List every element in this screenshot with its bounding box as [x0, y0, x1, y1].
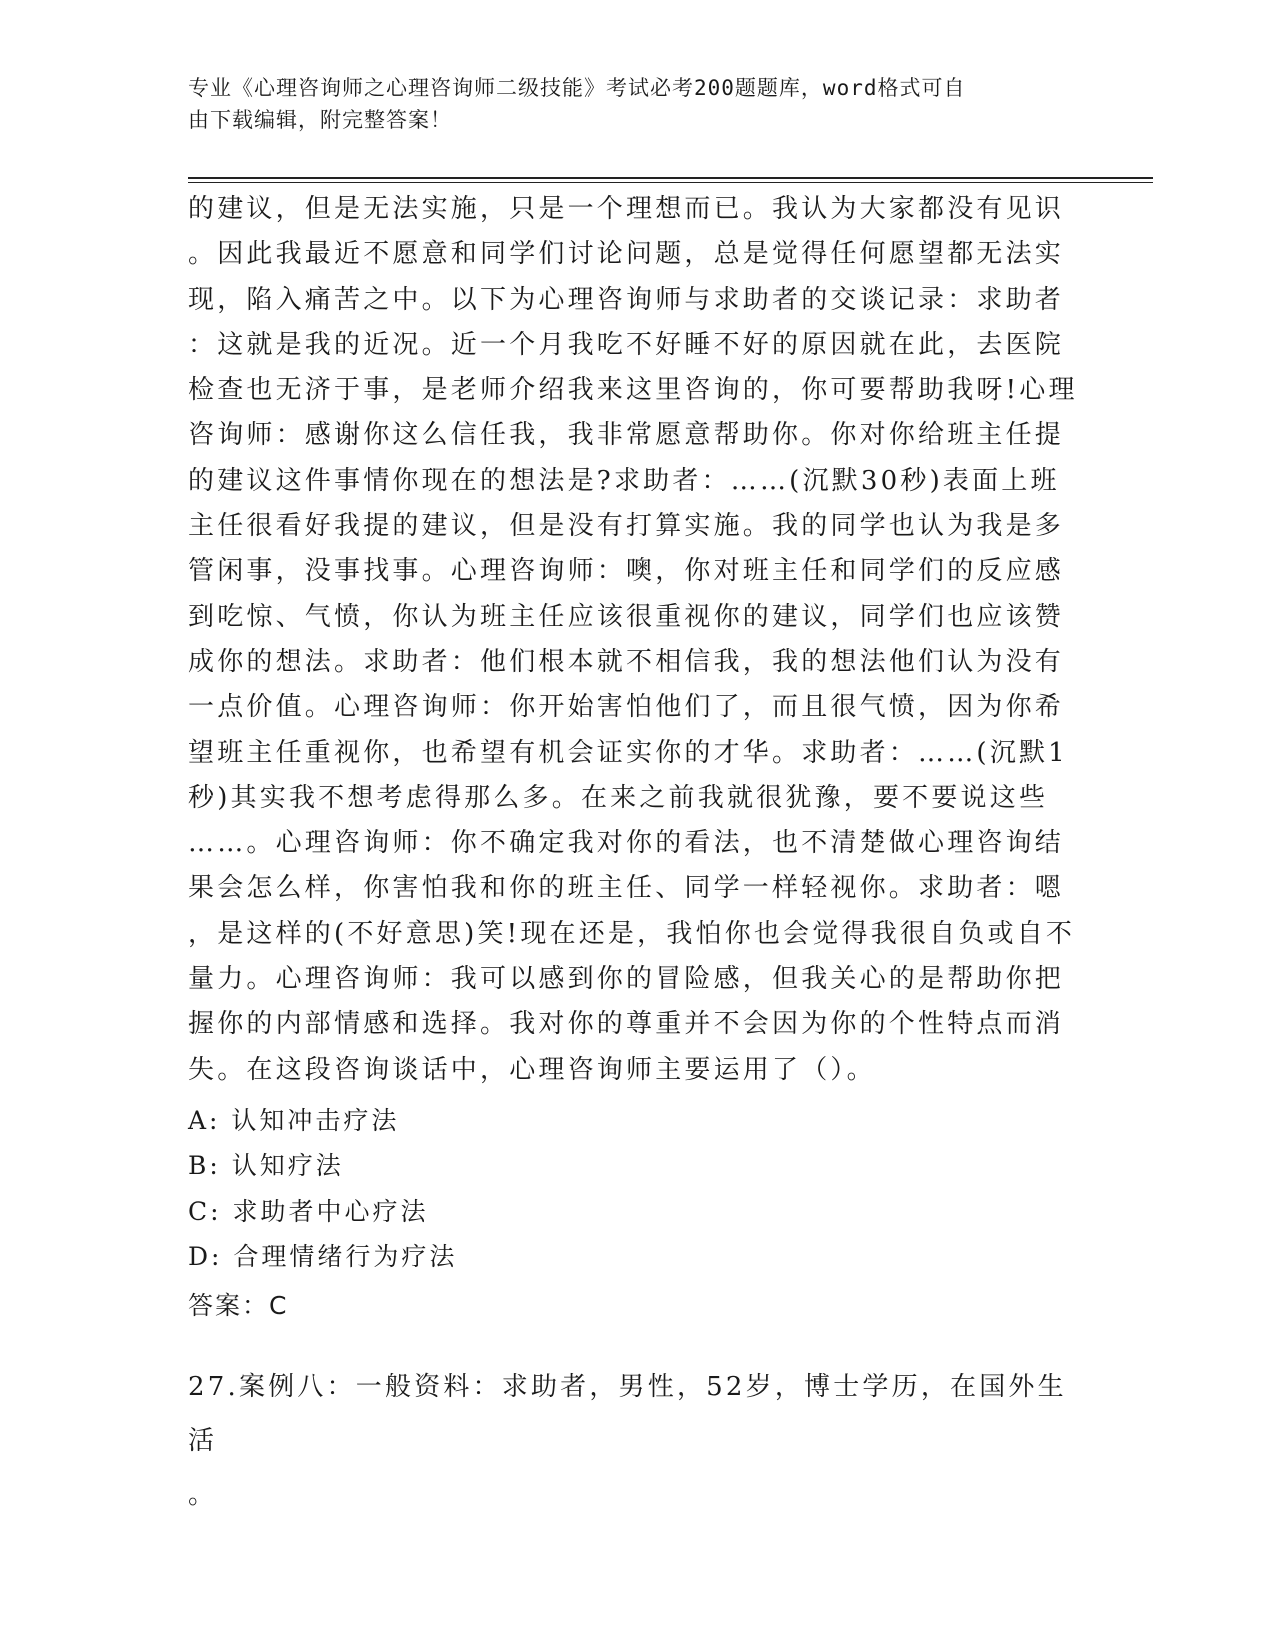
passage-line: 现，陷入痛苦之中。以下为心理咨询师与求助者的交谈记录：求助者: [188, 284, 1065, 315]
question-passage: [188, 187, 1078, 1093]
passage-line: 管闲事，没事找事。心理咨询师：噢，你对班主任和同学们的反应感: [188, 556, 1065, 587]
passage-line: 到吃惊、气愤，你认为班主任应该很重视你的建议，同学们也应该赞: [188, 601, 1065, 632]
passage-line: 失。在这段咨询谈话中，心理咨询师主要运用了（）。: [188, 1054, 876, 1085]
answer-key: 答案：C: [188, 1291, 289, 1320]
header-line-2: 由下载编辑，附完整答案！: [188, 108, 452, 132]
passage-line: 一点价值。心理咨询师：你开始害怕他们了，而且很气愤，因为你希: [188, 692, 1065, 723]
header-rule-thin: [188, 182, 1153, 183]
passage-line: 握你的内部情感和选择。我对你的尊重并不会因为你的个性特点而消: [188, 1009, 1065, 1040]
passage-line: 。因此我最近不愿意和同学们讨论问题，总是觉得任何愿望都无法实: [188, 239, 1065, 270]
question-27-line-1: 27.案例八：一般资料：求助者，男性，52岁，博士学历，在国外生活: [188, 1372, 1067, 1456]
passage-line: 果会怎么样，你害怕我和你的班主任、同学一样轻视你。求助者：嗯: [188, 873, 1065, 904]
passage-line: 量力。心理咨询师：我可以感到你的冒险感，但我关心的是帮助你把: [188, 964, 1065, 995]
passage-line: 秒)其实我不想考虑得那么多。在来之前我就很犹豫，要不要说这些: [188, 782, 1049, 813]
passage-line: 成你的想法。求助者：他们根本就不相信我，我的想法他们认为没有: [188, 646, 1065, 677]
passage-line: ，是这样的(不好意思)笑!现在还是，我怕你也会觉得我很自负或自不: [188, 918, 1076, 949]
passage-line: 咨询师：感谢你这么信任我，我非常愿意帮助你。你对你给班主任提: [188, 420, 1065, 451]
passage-line: 望班主任重视你，也希望有机会证实你的才华。求助者：……(沉默1: [188, 737, 1068, 768]
passage-line: 主任很看好我提的建议，但是没有打算实施。我的同学也认为我是多: [188, 511, 1065, 542]
option-b: B: 认知疗法: [188, 1151, 344, 1181]
answer-options: [188, 1098, 457, 1279]
passage-line: 的建议，但是无法实施，只是一个理想而已。我认为大家都没有见识: [188, 194, 1065, 224]
passage-line: 检查也无济于事，是老师介绍我来这里咨询的，你可要帮助我呀!心理: [188, 375, 1078, 406]
option-a: A: 认知冲击疗法: [188, 1106, 400, 1135]
passage-line: 的建议这件事情你现在的想法是?求助者：……(沉默30秒)表面上班: [188, 465, 1060, 496]
header-rule-thick: [188, 177, 1153, 179]
passage-line: ……。心理咨询师：你不确定我对你的看法，也不清楚做心理咨询结: [188, 828, 1065, 859]
question-27: [188, 1360, 1088, 1522]
passage-line: ：这就是我的近况。近一个月我吃不好睡不好的原因就在此，去医院: [188, 329, 1065, 360]
question-27-line-2: 。: [188, 1480, 218, 1510]
header-line-1: 专业《心理咨询师之心理咨询师二级技能》考试必考200题题库，word格式可自: [188, 76, 966, 100]
option-d: D: 合理情绪行为疗法: [188, 1241, 458, 1271]
document-header: [188, 72, 1068, 136]
option-c: C: 求助者中心疗法: [188, 1196, 429, 1226]
